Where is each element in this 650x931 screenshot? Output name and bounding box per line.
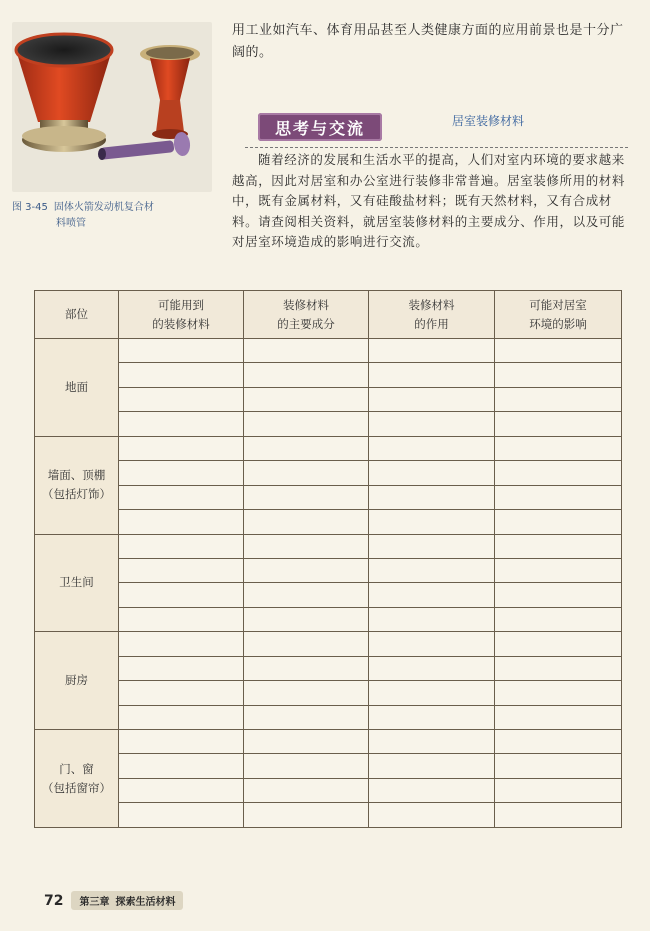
blank-answer-cell[interactable] <box>495 534 622 558</box>
blank-answer-cell[interactable] <box>244 387 369 411</box>
blank-answer-cell[interactable] <box>244 730 369 754</box>
table-row <box>35 803 622 828</box>
page-number: 72 <box>44 892 64 909</box>
blank-answer-cell[interactable] <box>244 412 369 436</box>
table-row <box>35 436 622 460</box>
blank-answer-cell[interactable] <box>119 412 244 436</box>
table-row <box>35 754 622 778</box>
blank-answer-cell[interactable] <box>244 510 369 534</box>
blank-answer-cell[interactable] <box>495 803 622 828</box>
blank-answer-cell[interactable] <box>244 656 369 680</box>
chapter-number: 第三章 <box>79 897 110 908</box>
blank-answer-cell[interactable] <box>495 632 622 656</box>
table-row <box>35 705 622 729</box>
blank-answer-cell[interactable] <box>495 656 622 680</box>
figure-caption-line2: 料喷管 <box>56 218 86 229</box>
blank-answer-cell[interactable] <box>119 387 244 411</box>
blank-answer-cell[interactable] <box>369 387 495 411</box>
top-paragraph: 用工业如汽车、体育用品甚至人类健康方面的应用前景也是十分广阔的。 <box>232 23 624 60</box>
blank-answer-cell[interactable] <box>119 583 244 607</box>
blank-answer-cell[interactable] <box>244 778 369 802</box>
table-row <box>35 461 622 485</box>
blank-answer-cell[interactable] <box>495 412 622 436</box>
blank-answer-cell[interactable] <box>119 803 244 828</box>
blank-answer-cell[interactable] <box>369 754 495 778</box>
blank-answer-cell[interactable] <box>495 778 622 802</box>
blank-answer-cell[interactable] <box>369 534 495 558</box>
header-cell: 可能对居室 环境的影响 <box>495 291 622 339</box>
blank-answer-cell[interactable] <box>119 681 244 705</box>
table-row <box>35 730 622 754</box>
table-row <box>35 632 622 656</box>
blank-answer-cell[interactable] <box>244 534 369 558</box>
blank-answer-cell[interactable] <box>244 558 369 582</box>
table-row <box>35 412 622 436</box>
figure-caption-line1: 固体火箭发动机复合材 <box>53 202 154 213</box>
blank-answer-cell[interactable] <box>244 754 369 778</box>
table-row <box>35 485 622 509</box>
blank-answer-cell[interactable] <box>244 803 369 828</box>
blank-answer-cell[interactable] <box>119 363 244 387</box>
blank-answer-cell[interactable] <box>119 754 244 778</box>
section-divider <box>245 147 628 149</box>
blank-answer-cell[interactable] <box>244 607 369 631</box>
table-body <box>35 339 622 828</box>
blank-answer-cell[interactable] <box>369 583 495 607</box>
location-cell: 卫生间 <box>35 534 119 632</box>
blank-answer-cell[interactable] <box>119 436 244 460</box>
table-row <box>35 558 622 582</box>
table-row <box>35 363 622 387</box>
blank-answer-cell[interactable] <box>119 534 244 558</box>
section-title: 居室装修材料 <box>452 114 525 128</box>
blank-answer-cell[interactable] <box>495 730 622 754</box>
blank-answer-cell[interactable] <box>369 607 495 631</box>
header-cell: 可能用到 的装修材料 <box>119 291 244 339</box>
table-row <box>35 583 622 607</box>
table-row <box>35 387 622 411</box>
chapter-label <box>71 891 183 910</box>
blank-answer-cell[interactable] <box>369 681 495 705</box>
blank-answer-cell[interactable] <box>495 461 622 485</box>
blank-answer-cell[interactable] <box>495 363 622 387</box>
rocket-nozzle-image <box>12 22 212 192</box>
figure-number: 图 3-45 <box>12 202 48 213</box>
blank-answer-cell[interactable] <box>369 730 495 754</box>
blank-answer-cell[interactable] <box>369 485 495 509</box>
blank-answer-cell[interactable] <box>244 363 369 387</box>
header-cell: 装修材料 的主要成分 <box>244 291 369 339</box>
table-row <box>35 681 622 705</box>
blank-answer-cell[interactable] <box>119 778 244 802</box>
blank-answer-cell[interactable] <box>244 461 369 485</box>
blank-answer-cell[interactable] <box>119 485 244 509</box>
rocket-nozzle-figure <box>12 22 212 192</box>
blank-answer-cell[interactable] <box>495 387 622 411</box>
blank-answer-cell[interactable] <box>369 510 495 534</box>
blank-answer-cell[interactable] <box>369 705 495 729</box>
blank-answer-cell[interactable] <box>369 412 495 436</box>
blank-answer-cell[interactable] <box>495 485 622 509</box>
blank-answer-cell[interactable] <box>495 607 622 631</box>
blank-answer-cell[interactable] <box>119 730 244 754</box>
blank-answer-cell[interactable] <box>369 656 495 680</box>
table-row <box>35 534 622 558</box>
blank-answer-cell[interactable] <box>495 510 622 534</box>
blank-answer-cell[interactable] <box>119 656 244 680</box>
blank-answer-cell[interactable] <box>244 632 369 656</box>
header-cell: 装修材料 的作用 <box>369 291 495 339</box>
blank-answer-cell[interactable] <box>244 583 369 607</box>
page-footer <box>44 891 183 910</box>
table-row <box>35 607 622 631</box>
blank-answer-cell[interactable] <box>369 803 495 828</box>
table-row <box>35 339 622 363</box>
blank-answer-cell[interactable] <box>495 754 622 778</box>
blank-answer-cell[interactable] <box>244 436 369 460</box>
blank-answer-cell[interactable] <box>119 461 244 485</box>
figure-caption <box>12 200 212 232</box>
blank-answer-cell[interactable] <box>495 436 622 460</box>
blank-answer-cell[interactable] <box>369 632 495 656</box>
blank-answer-cell[interactable] <box>369 436 495 460</box>
chapter-title: 探索生活材料 <box>115 897 176 908</box>
blank-answer-cell[interactable] <box>244 681 369 705</box>
table-header-row <box>35 291 622 339</box>
blank-answer-cell[interactable] <box>119 705 244 729</box>
table-row <box>35 656 622 680</box>
location-cell: 门、窗 （包括窗帘） <box>35 730 119 828</box>
location-cell: 厨房 <box>35 632 119 730</box>
location-cell: 墙面、顶棚 （包括灯饰） <box>35 436 119 534</box>
header-cell: 部位 <box>35 291 119 339</box>
blank-answer-cell[interactable] <box>119 632 244 656</box>
blank-answer-cell[interactable] <box>495 705 622 729</box>
blank-answer-cell[interactable] <box>495 558 622 582</box>
materials-table <box>34 290 622 828</box>
blank-answer-cell[interactable] <box>244 705 369 729</box>
blank-answer-cell[interactable] <box>369 339 495 363</box>
body-paragraph: 随着经济的发展和生活水平的提高，人们对室内环境的要求越来越高，因此对居室和办公室进行装修非常普遍。居室装修所用的材料中，既有金属材料，又有硅酸盐材料；既有天然材料，又有合成材料。请查阅相关资料，就居室装修材料的主要成分、作用，以及可能对居室环境造成的影响进行交流。 <box>232 152 626 249</box>
blank-answer-cell[interactable] <box>119 558 244 582</box>
blank-answer-cell[interactable] <box>495 583 622 607</box>
section-badge: 思考与交流 <box>258 113 382 141</box>
table-row <box>35 510 622 534</box>
location-cell: 地面 <box>35 339 119 437</box>
blank-answer-cell[interactable] <box>369 778 495 802</box>
blank-answer-cell[interactable] <box>495 339 622 363</box>
blank-answer-cell[interactable] <box>119 607 244 631</box>
blank-answer-cell[interactable] <box>495 681 622 705</box>
blank-answer-cell[interactable] <box>244 339 369 363</box>
blank-answer-cell[interactable] <box>369 363 495 387</box>
blank-answer-cell[interactable] <box>244 485 369 509</box>
blank-answer-cell[interactable] <box>369 461 495 485</box>
blank-answer-cell[interactable] <box>369 558 495 582</box>
blank-answer-cell[interactable] <box>119 510 244 534</box>
blank-answer-cell[interactable] <box>119 339 244 363</box>
table-row <box>35 778 622 802</box>
